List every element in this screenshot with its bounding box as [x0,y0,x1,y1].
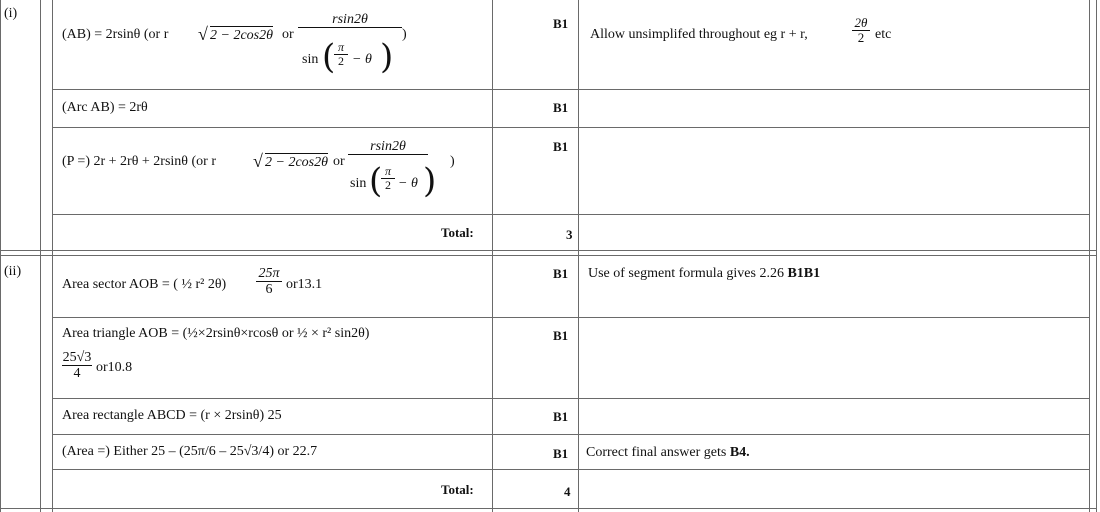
close-bracket: ) [402,27,407,42]
grid-line [52,434,1089,435]
fraction: $\frac{25√3}{4}$ [62,350,92,381]
grid-line [52,0,53,512]
grid-line [0,508,1097,509]
mark-cell: B1 [553,446,569,461]
mark-cell: B1 [553,16,569,31]
part-label: (ii) [4,264,22,279]
answer-tail: or13.1 [286,277,323,292]
answer-text: Area sector AOB = ( ½ r² 2θ) [62,277,227,292]
grid-line [52,214,1089,215]
or-word: or [333,154,345,169]
grid-line [0,250,1097,251]
mark-cell: B1 [553,139,569,154]
close-paren: ) [380,37,394,77]
inner-fraction: $\frac{\pi}{2}$ [381,165,395,192]
fraction: rsin2θ [298,12,402,28]
mark-cell: B1 [553,100,569,115]
sin-function: sin [350,176,367,191]
grid-line [40,0,41,512]
grid-line [0,0,1,512]
grid-line [52,469,1089,470]
comment-text: Correct final answer gets B4. [586,445,750,460]
fraction: rsin2θ [348,139,428,155]
inner-rest: − θ [352,52,372,67]
close-paren: ) [423,161,437,201]
grid-line [52,127,1089,128]
close-bracket: ) [450,154,455,169]
total-label: Total: [441,225,474,240]
comment-text: Allow unsimplifed throughout eg r + r, [590,27,808,42]
answer-text: (Arc AB) = 2rθ [62,100,148,115]
open-paren: ( [369,161,383,201]
mark-cell: B1 [553,266,569,281]
grid-line [0,255,1097,256]
fraction: $\frac{25\pi}{6}$ [256,266,282,297]
total-label: Total: [441,482,474,497]
answer-text: (P =) 2r + 2rθ + 2rsinθ (or r [62,154,216,169]
inner-fraction: $\frac{\pi}{2}$ [334,41,348,68]
open-paren: ( [322,37,336,77]
or-word: or [282,27,294,42]
answer-text: Area rectangle ABCD = (r × 2rsinθ) 25 [62,408,282,423]
answer-text: Area triangle AOB = (½×2rsinθ×rcosθ or ½ × r² sin2θ) [62,326,370,341]
answer-text: (AB) = 2rsinθ (or r [62,27,169,42]
inner-rest: − θ [398,176,418,191]
comment-tail: etc [875,27,892,42]
grid-line [52,398,1089,399]
comment-fraction: $\frac{2\theta}{2}$ [852,16,870,45]
total-value: 3 [566,227,573,242]
grid-line [1096,0,1097,512]
part-label: (i) [4,6,18,21]
mark-cell: B1 [553,328,569,343]
mark-cell: B1 [553,409,569,424]
grid-line [492,0,493,512]
comment-text: Use of segment formula gives 2.26 B1B1 [588,266,821,281]
grid-line [52,317,1089,318]
sin-function: sin [302,52,319,67]
grid-line [1089,0,1090,512]
total-value: 4 [564,484,571,499]
grid-line [578,0,579,512]
grid-line [52,89,1089,90]
answer-text: (Area =) Either 25 – (25π/6 – 25√3/4) or 22.7 [62,444,318,459]
answer-tail: or10.8 [96,360,133,375]
